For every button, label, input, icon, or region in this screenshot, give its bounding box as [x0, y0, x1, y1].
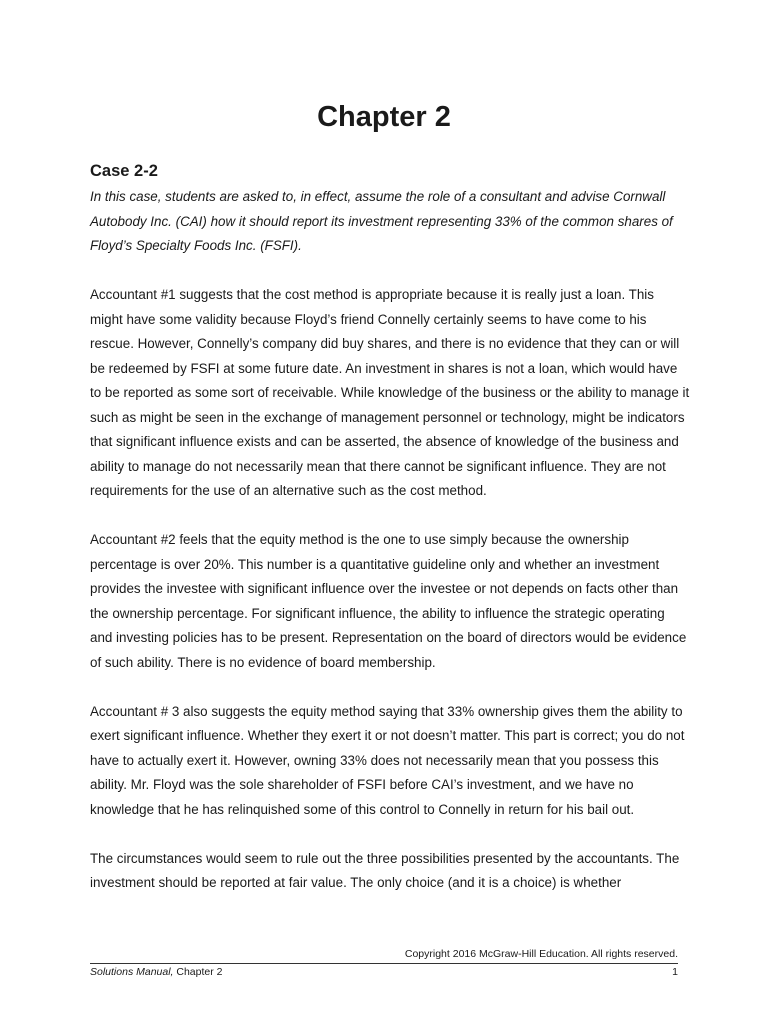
chapter-reference: Chapter 2 [173, 966, 223, 978]
case-heading: Case 2-2 [90, 162, 158, 180]
intro-paragraph: In this case, students are asked to, in effect, assume the role of a consultant and advise Cornwall Autobody Inc. (CAI) how it should report its investment representing 33% of the common shares of Floyd’s Specialty Foods Inc. (FSFI). [90, 189, 673, 253]
accountant-1-paragraph: Accountant #1 suggests that the cost method is appropriate because it is really just a loan. This might have some validity because Floyd’s friend Connelly certainly seems to have come to his rescue. However, Connelly’s company did buy shares, and there is no evidence that they can or will be redeemed by FSFI at some future date. An investment in shares is not a loan, which would have to be reported as some sort of receivable. While knowledge of the business or the ability to manage it such as might be seen in the exchange of management personnel or technology, might be indicators that significant influence exists and can be asserted, the absence of knowledge of the business and ability to manage do not necessarily mean that there cannot be significant influence. They are not requirements for the use of an alternative such as the cost method. [90, 287, 690, 498]
copyright-notice: Copyright 2016 McGraw-Hill Education. All rights reserved. [404, 948, 678, 960]
accountant-2-paragraph: Accountant #2 feels that the equity method is the one to use simply because the ownership percentage is over 20%. This number is a quantitative guideline only and whether an investment provides the investee with significant influence over the investee or not depends on facts other than the ownership percentage. For significant influence, the ability to influence the strategic operating and investing policies has to be present. Representation on the board of directors would be evidence of such ability. There is no evidence of board membership. [90, 532, 687, 670]
footer-manual-reference [90, 964, 223, 980]
accountant-3-paragraph: Accountant # 3 also suggests the equity method saying that 33% ownership gives them the ability to exert significant influence. Whether they exert it or not doesn’t matter. This part is correct; you do not have to actually exert it. However, owning 33% does not necessarily mean that you possess this ability. Mr. Floyd was the sole shareholder of FSFI before CAI’s investment, and we have no knowledge that he has relinquished some of this control to Connelly in return for his bail out. [90, 703, 685, 817]
manual-title: Solutions Manual, [90, 966, 174, 978]
page-number: 1 [672, 966, 678, 978]
body-text [90, 185, 690, 920]
chapter-title: Chapter 2 [317, 101, 451, 133]
conclusion-paragraph: The circumstances would seem to rule out the three possibilities presented by the accountants. The investment should be reported at fair value. The only choice (and it is a choice) is whether [90, 850, 680, 890]
